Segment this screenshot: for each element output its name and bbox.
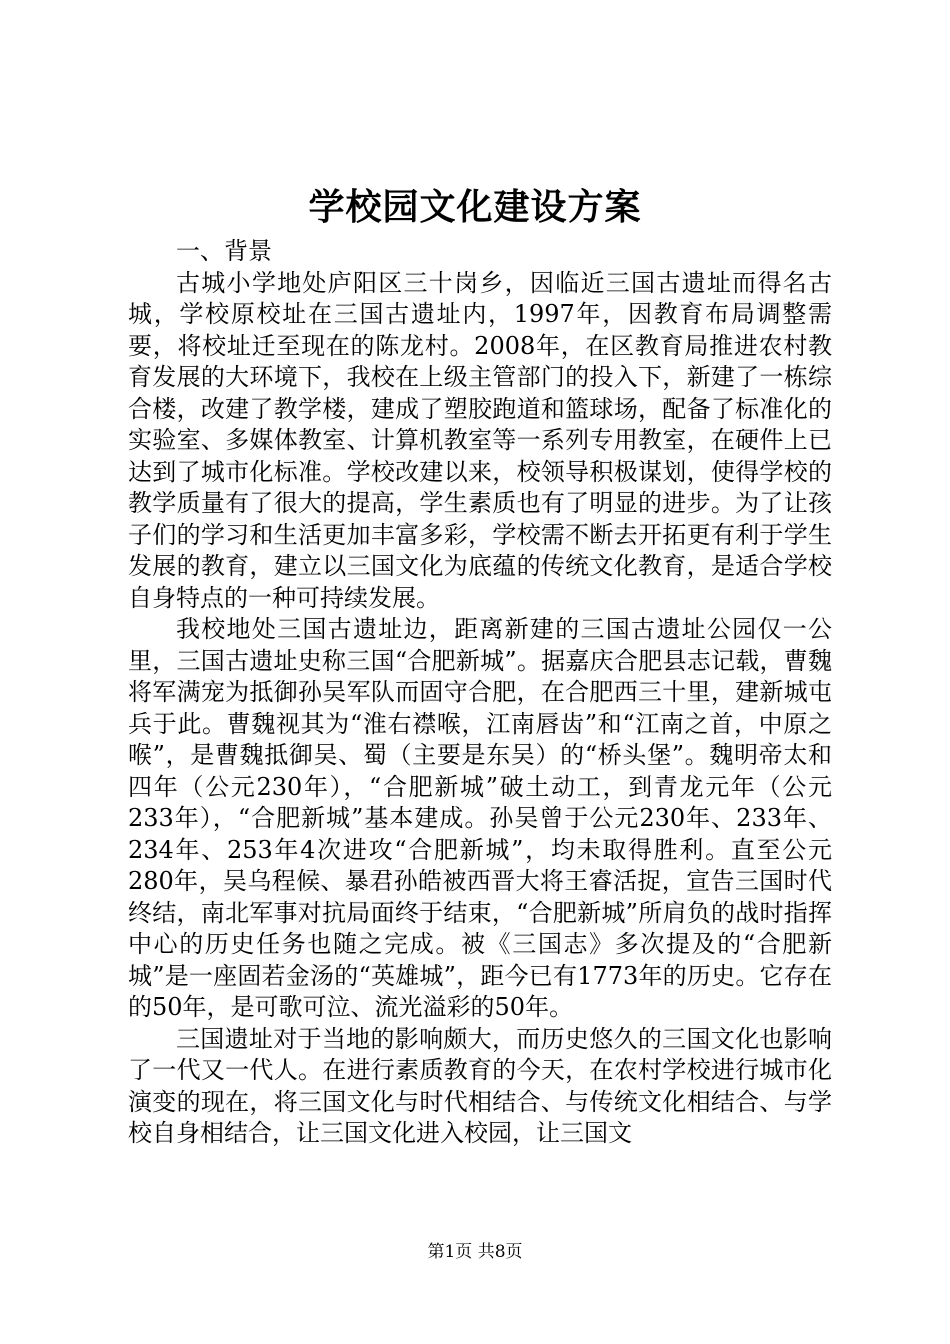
- document-body: [128, 236, 832, 1150]
- paragraph-3: 三国遗址对于当地的影响颇大，而历史悠久的三国文化也影响了一代又一代人。在进行素质教育的今天，在农村学校进行城市化演变的现在，将三国文化与时代相结合、与传统文化相结合、与学校自身相结合，让三国文化进入校园，让三国文: [128, 1024, 832, 1147]
- paragraph-1: 古城小学地处庐阳区三十岗乡，因临近三国古遗址而得名古城，学校原校址在三国古遗址内，1997年，因教育布局调整需要，将校址迁至现在的陈龙村。2008年，在区教育局推进农村教育发展的大环境下，我校在上级主管部门的投入下，新建了一栋综合楼，改建了教学楼，建成了塑胶跑道和篮球场，配备了标准化的实验室、多媒体教室、计算机教室等一系列专用教室，在硬件上已达到了城市化标准。学校改建以来，校领导积极谋划，使得学校的教学质量有了很大的提高，学生素质也有了明显的进步。为了让孩子们的学习和生活更加丰富多彩，学校需不断去开拓更有利于学生发展的教育，建立以三国文化为底蕴的传统文化教育，是适合学校自身特点的一种可持续发展。: [128, 268, 832, 612]
- section-heading: 一、背景: [176, 237, 272, 265]
- paragraph-2: 我校地处三国古遗址边，距离新建的三国古遗址公园仅一公里，三国古遗址史称三国“合肥新城”。据嘉庆合肥县志记载，曹魏将军满宠为抵御孙吴军队而固守合肥，在合肥西三十里，建新城屯兵于此。曹魏视其为“淮右襟喉，江南唇齿”和“江南之首，中原之喉”，是曹魏抵御吴、蜀（主要是东吴）的“桥头堡”。魏明帝太和四年（公元230年），“合肥新城”破土动工，到青龙元年（公元233年），“合肥新城”基本建成。孙吴曾于公元230年、233年、234年、253年4次进攻“合肥新城”，均未取得胜利。直至公元280年，吴乌程候、暴君孙皓被西晋大将王睿活捉，宣告三国时代终结，南北军事对抗局面终于结束，“合肥新城”所肩负的战时指挥中心的历史任务也随之完成。被《三国志》多次提及的“合肥新城”是一座固若金汤的“英雄城”，距今已有1773年的历史。它存在的50年，是可歌可泣、流光溢彩的50年。: [128, 615, 832, 1021]
- page-footer: 第1页 共8页: [427, 1242, 523, 1262]
- document-title: 学校园文化建设方案: [308, 186, 642, 228]
